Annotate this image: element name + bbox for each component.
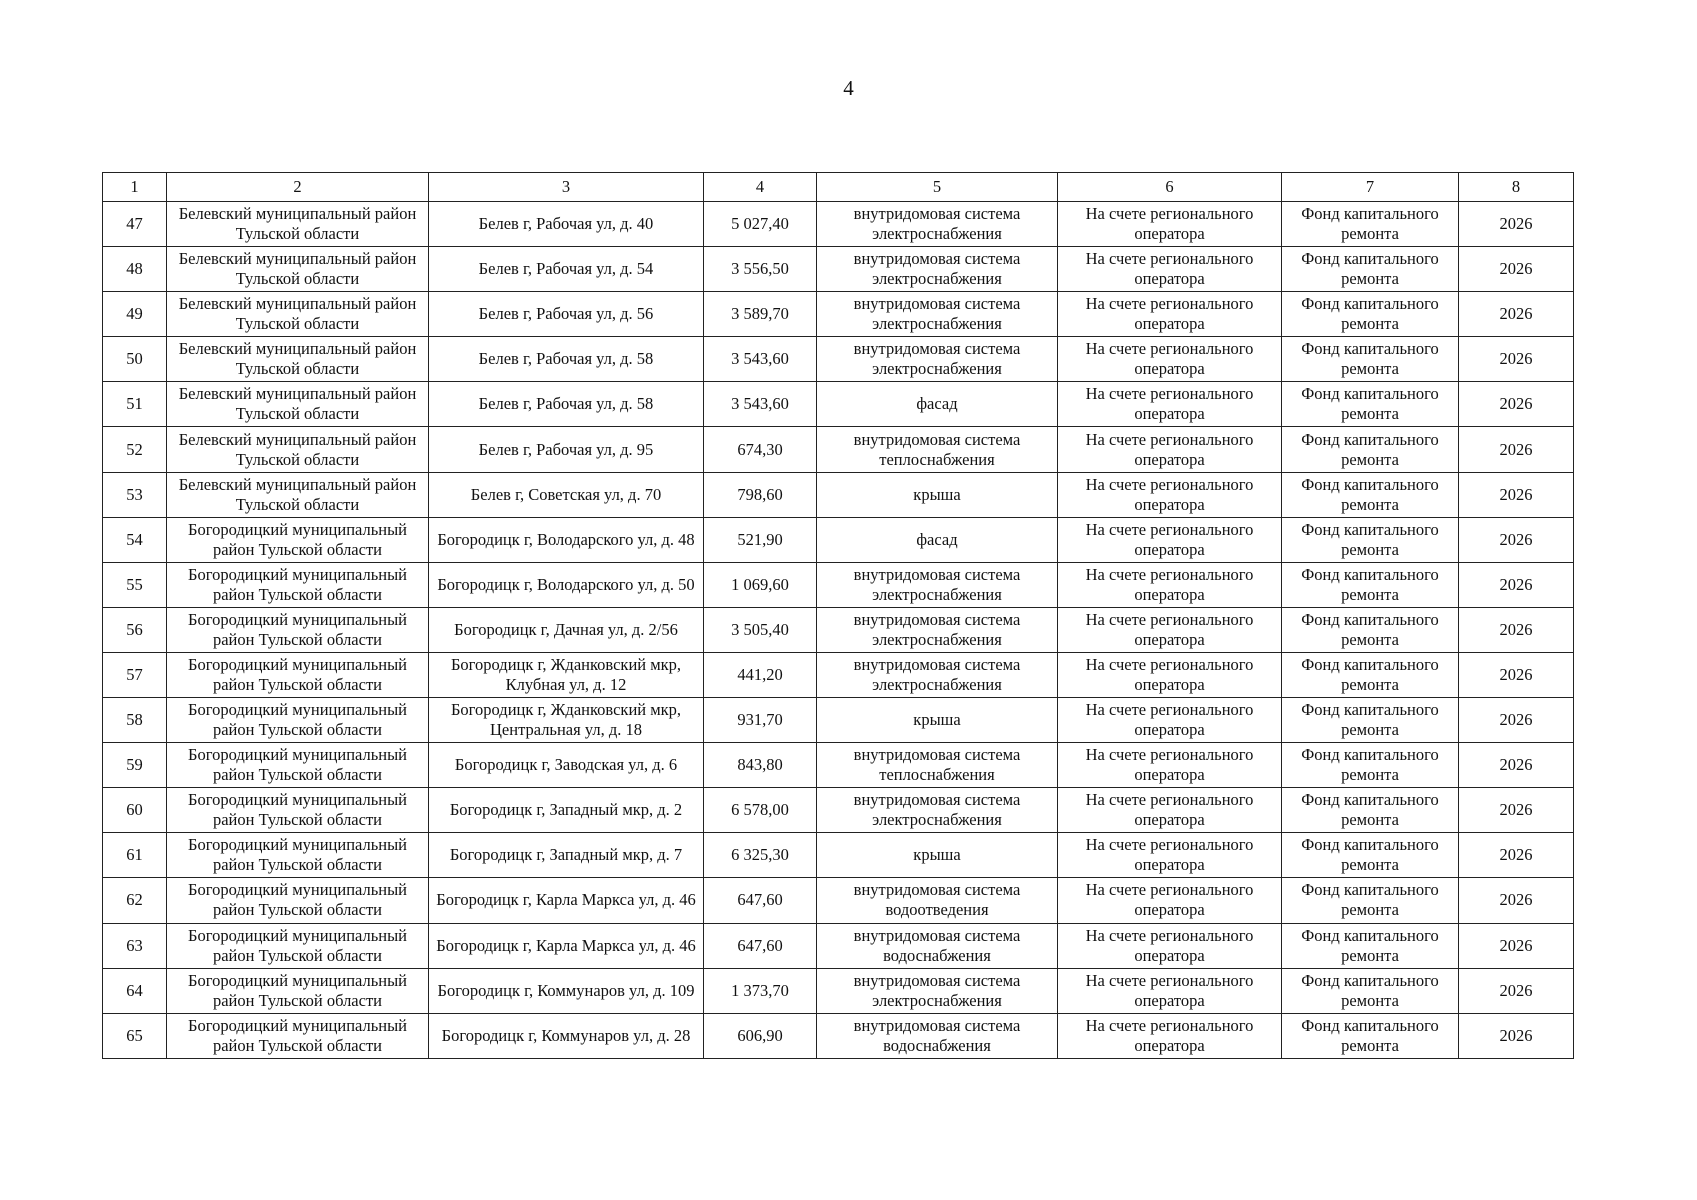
municipality-cell: Богородицкий муниципальный район Тульской области bbox=[167, 788, 429, 833]
fund-method-cell: На счете регионального оператора bbox=[1058, 517, 1282, 562]
work-type-cell: внутридомовая система электроснабжения bbox=[817, 562, 1058, 607]
row-number-cell: 49 bbox=[103, 292, 167, 337]
row-number-cell: 58 bbox=[103, 698, 167, 743]
funding-source-cell: Фонд капитального ремонта bbox=[1282, 652, 1459, 697]
column-header-address: 3 bbox=[429, 173, 704, 202]
funding-source-cell: Фонд капитального ремонта bbox=[1282, 292, 1459, 337]
area-cell: 674,30 bbox=[704, 427, 817, 472]
fund-method-cell: На счете регионального оператора bbox=[1058, 427, 1282, 472]
municipality-cell: Богородицкий муниципальный район Тульской области bbox=[167, 878, 429, 923]
municipality-cell: Богородицкий муниципальный район Тульской области bbox=[167, 652, 429, 697]
municipality-cell: Богородицкий муниципальный район Тульской области bbox=[167, 1013, 429, 1058]
fund-method-cell: На счете регионального оператора bbox=[1058, 607, 1282, 652]
area-cell: 441,20 bbox=[704, 652, 817, 697]
address-cell: Белев г, Рабочая ул, д. 40 bbox=[429, 202, 704, 247]
funding-source-cell: Фонд капитального ремонта bbox=[1282, 1013, 1459, 1058]
address-cell: Белев г, Рабочая ул, д. 56 bbox=[429, 292, 704, 337]
row-number-cell: 65 bbox=[103, 1013, 167, 1058]
funding-source-cell: Фонд капитального ремонта bbox=[1282, 607, 1459, 652]
funding-source-cell: Фонд капитального ремонта bbox=[1282, 788, 1459, 833]
work-type-cell: внутридомовая система электроснабжения bbox=[817, 292, 1058, 337]
municipality-cell: Белевский муниципальный район Тульской области bbox=[167, 292, 429, 337]
funding-source-cell: Фонд капитального ремонта bbox=[1282, 247, 1459, 292]
table-row bbox=[103, 607, 1574, 652]
row-number-cell: 52 bbox=[103, 427, 167, 472]
year-cell: 2026 bbox=[1459, 292, 1574, 337]
column-header-fund-method: 6 bbox=[1058, 173, 1282, 202]
area-cell: 1 373,70 bbox=[704, 968, 817, 1013]
row-number-cell: 54 bbox=[103, 517, 167, 562]
municipality-cell: Богородицкий муниципальный район Тульской области bbox=[167, 923, 429, 968]
municipality-cell: Белевский муниципальный район Тульской области bbox=[167, 472, 429, 517]
work-type-cell: внутридомовая система теплоснабжения bbox=[817, 743, 1058, 788]
work-type-cell: крыша bbox=[817, 698, 1058, 743]
repair-program-table bbox=[102, 172, 1574, 1059]
fund-method-cell: На счете регионального оператора bbox=[1058, 788, 1282, 833]
fund-method-cell: На счете регионального оператора bbox=[1058, 472, 1282, 517]
funding-source-cell: Фонд капитального ремонта bbox=[1282, 968, 1459, 1013]
area-cell: 6 578,00 bbox=[704, 788, 817, 833]
work-type-cell: крыша bbox=[817, 833, 1058, 878]
work-type-cell: внутридомовая система электроснабжения bbox=[817, 337, 1058, 382]
row-number-cell: 48 bbox=[103, 247, 167, 292]
year-cell: 2026 bbox=[1459, 878, 1574, 923]
work-type-cell: внутридомовая система электроснабжения bbox=[817, 788, 1058, 833]
table-row bbox=[103, 382, 1574, 427]
year-cell: 2026 bbox=[1459, 923, 1574, 968]
year-cell: 2026 bbox=[1459, 1013, 1574, 1058]
work-type-cell: крыша bbox=[817, 472, 1058, 517]
address-cell: Богородицк г, Заводская ул, д. 6 bbox=[429, 743, 704, 788]
funding-source-cell: Фонд капитального ремонта bbox=[1282, 743, 1459, 788]
work-type-cell: внутридомовая система электроснабжения bbox=[817, 607, 1058, 652]
area-cell: 521,90 bbox=[704, 517, 817, 562]
area-cell: 3 589,70 bbox=[704, 292, 817, 337]
fund-method-cell: На счете регионального оператора bbox=[1058, 743, 1282, 788]
row-number-cell: 63 bbox=[103, 923, 167, 968]
year-cell: 2026 bbox=[1459, 968, 1574, 1013]
row-number-cell: 60 bbox=[103, 788, 167, 833]
fund-method-cell: На счете регионального оператора bbox=[1058, 292, 1282, 337]
table-row bbox=[103, 652, 1574, 697]
address-cell: Богородицк г, Коммунаров ул, д. 109 bbox=[429, 968, 704, 1013]
year-cell: 2026 bbox=[1459, 382, 1574, 427]
year-cell: 2026 bbox=[1459, 472, 1574, 517]
fund-method-cell: На счете регионального оператора bbox=[1058, 1013, 1282, 1058]
column-header-funding-source: 7 bbox=[1282, 173, 1459, 202]
work-type-cell: фасад bbox=[817, 382, 1058, 427]
address-cell: Богородицк г, Дачная ул, д. 2/56 bbox=[429, 607, 704, 652]
work-type-cell: внутридомовая система теплоснабжения bbox=[817, 427, 1058, 472]
funding-source-cell: Фонд капитального ремонта bbox=[1282, 337, 1459, 382]
fund-method-cell: На счете регионального оператора bbox=[1058, 202, 1282, 247]
fund-method-cell: На счете регионального оператора bbox=[1058, 562, 1282, 607]
table-row bbox=[103, 427, 1574, 472]
address-cell: Белев г, Советская ул, д. 70 bbox=[429, 472, 704, 517]
funding-source-cell: Фонд капитального ремонта bbox=[1282, 562, 1459, 607]
funding-source-cell: Фонд капитального ремонта bbox=[1282, 923, 1459, 968]
area-cell: 647,60 bbox=[704, 923, 817, 968]
address-cell: Богородицк г, Западный мкр, д. 7 bbox=[429, 833, 704, 878]
table-row bbox=[103, 743, 1574, 788]
funding-source-cell: Фонд капитального ремонта bbox=[1282, 382, 1459, 427]
work-type-cell: внутридомовая система водоснабжения bbox=[817, 1013, 1058, 1058]
address-cell: Белев г, Рабочая ул, д. 58 bbox=[429, 382, 704, 427]
year-cell: 2026 bbox=[1459, 337, 1574, 382]
area-cell: 647,60 bbox=[704, 878, 817, 923]
funding-source-cell: Фонд капитального ремонта bbox=[1282, 472, 1459, 517]
column-header-area: 4 bbox=[704, 173, 817, 202]
fund-method-cell: На счете регионального оператора bbox=[1058, 652, 1282, 697]
work-type-cell: внутридомовая система электроснабжения bbox=[817, 652, 1058, 697]
area-cell: 3 543,60 bbox=[704, 382, 817, 427]
row-number-cell: 64 bbox=[103, 968, 167, 1013]
funding-source-cell: Фонд капитального ремонта bbox=[1282, 698, 1459, 743]
row-number-cell: 55 bbox=[103, 562, 167, 607]
work-type-cell: внутридомовая система электроснабжения bbox=[817, 202, 1058, 247]
work-type-cell: фасад bbox=[817, 517, 1058, 562]
row-number-cell: 47 bbox=[103, 202, 167, 247]
year-cell: 2026 bbox=[1459, 202, 1574, 247]
municipality-cell: Богородицкий муниципальный район Тульской области bbox=[167, 607, 429, 652]
table-row bbox=[103, 472, 1574, 517]
address-cell: Белев г, Рабочая ул, д. 58 bbox=[429, 337, 704, 382]
municipality-cell: Белевский муниципальный район Тульской области bbox=[167, 427, 429, 472]
funding-source-cell: Фонд капитального ремонта bbox=[1282, 878, 1459, 923]
year-cell: 2026 bbox=[1459, 788, 1574, 833]
municipality-cell: Богородицкий муниципальный район Тульской области bbox=[167, 698, 429, 743]
funding-source-cell: Фонд капитального ремонта bbox=[1282, 427, 1459, 472]
row-number-cell: 61 bbox=[103, 833, 167, 878]
year-cell: 2026 bbox=[1459, 743, 1574, 788]
table-row bbox=[103, 833, 1574, 878]
fund-method-cell: На счете регионального оператора bbox=[1058, 833, 1282, 878]
table-body bbox=[103, 202, 1574, 1059]
year-cell: 2026 bbox=[1459, 652, 1574, 697]
table-row bbox=[103, 202, 1574, 247]
address-cell: Богородицк г, Жданковский мкр, Клубная ул, д. 12 bbox=[429, 652, 704, 697]
fund-method-cell: На счете регионального оператора bbox=[1058, 878, 1282, 923]
municipality-cell: Богородицкий муниципальный район Тульской области bbox=[167, 562, 429, 607]
fund-method-cell: На счете регионального оператора bbox=[1058, 698, 1282, 743]
row-number-cell: 62 bbox=[103, 878, 167, 923]
table-row bbox=[103, 562, 1574, 607]
address-cell: Богородицк г, Карла Маркса ул, д. 46 bbox=[429, 878, 704, 923]
page-number: 4 bbox=[843, 76, 854, 100]
area-cell: 606,90 bbox=[704, 1013, 817, 1058]
funding-source-cell: Фонд капитального ремонта bbox=[1282, 202, 1459, 247]
row-number-cell: 57 bbox=[103, 652, 167, 697]
address-cell: Белев г, Рабочая ул, д. 95 bbox=[429, 427, 704, 472]
table-row bbox=[103, 247, 1574, 292]
header-row bbox=[103, 173, 1574, 202]
work-type-cell: внутридомовая система водоотведения bbox=[817, 878, 1058, 923]
column-header-municipality: 2 bbox=[167, 173, 429, 202]
row-number-cell: 53 bbox=[103, 472, 167, 517]
municipality-cell: Богородицкий муниципальный район Тульской области bbox=[167, 517, 429, 562]
year-cell: 2026 bbox=[1459, 698, 1574, 743]
municipality-cell: Богородицкий муниципальный район Тульской области bbox=[167, 833, 429, 878]
funding-source-cell: Фонд капитального ремонта bbox=[1282, 517, 1459, 562]
area-cell: 3 556,50 bbox=[704, 247, 817, 292]
year-cell: 2026 bbox=[1459, 247, 1574, 292]
fund-method-cell: На счете регионального оператора bbox=[1058, 968, 1282, 1013]
table-row bbox=[103, 878, 1574, 923]
fund-method-cell: На счете регионального оператора bbox=[1058, 247, 1282, 292]
area-cell: 3 543,60 bbox=[704, 337, 817, 382]
fund-method-cell: На счете регионального оператора bbox=[1058, 382, 1282, 427]
address-cell: Богородицк г, Володарского ул, д. 48 bbox=[429, 517, 704, 562]
year-cell: 2026 bbox=[1459, 562, 1574, 607]
row-number-cell: 56 bbox=[103, 607, 167, 652]
work-type-cell: внутридомовая система электроснабжения bbox=[817, 247, 1058, 292]
funding-source-cell: Фонд капитального ремонта bbox=[1282, 833, 1459, 878]
work-type-cell: внутридомовая система водоснабжения bbox=[817, 923, 1058, 968]
table-row bbox=[103, 292, 1574, 337]
municipality-cell: Богородицкий муниципальный район Тульской области bbox=[167, 968, 429, 1013]
area-cell: 843,80 bbox=[704, 743, 817, 788]
area-cell: 798,60 bbox=[704, 472, 817, 517]
fund-method-cell: На счете регионального оператора bbox=[1058, 337, 1282, 382]
address-cell: Богородицк г, Жданковский мкр, Центральная ул, д. 18 bbox=[429, 698, 704, 743]
address-cell: Богородицк г, Карла Маркса ул, д. 46 bbox=[429, 923, 704, 968]
work-type-cell: внутридомовая система электроснабжения bbox=[817, 968, 1058, 1013]
table-row bbox=[103, 517, 1574, 562]
row-number-cell: 50 bbox=[103, 337, 167, 382]
municipality-cell: Белевский муниципальный район Тульской области bbox=[167, 202, 429, 247]
table-row bbox=[103, 698, 1574, 743]
address-cell: Богородицк г, Западный мкр, д. 2 bbox=[429, 788, 704, 833]
row-number-cell: 51 bbox=[103, 382, 167, 427]
column-header-number: 1 bbox=[103, 173, 167, 202]
address-cell: Богородицк г, Володарского ул, д. 50 bbox=[429, 562, 704, 607]
area-cell: 6 325,30 bbox=[704, 833, 817, 878]
area-cell: 1 069,60 bbox=[704, 562, 817, 607]
year-cell: 2026 bbox=[1459, 517, 1574, 562]
municipality-cell: Белевский муниципальный район Тульской области bbox=[167, 382, 429, 427]
address-cell: Богородицк г, Коммунаров ул, д. 28 bbox=[429, 1013, 704, 1058]
year-cell: 2026 bbox=[1459, 607, 1574, 652]
row-number-cell: 59 bbox=[103, 743, 167, 788]
area-cell: 5 027,40 bbox=[704, 202, 817, 247]
table-row bbox=[103, 1013, 1574, 1058]
municipality-cell: Богородицкий муниципальный район Тульской области bbox=[167, 743, 429, 788]
table-row bbox=[103, 968, 1574, 1013]
area-cell: 931,70 bbox=[704, 698, 817, 743]
address-cell: Белев г, Рабочая ул, д. 54 bbox=[429, 247, 704, 292]
year-cell: 2026 bbox=[1459, 833, 1574, 878]
area-cell: 3 505,40 bbox=[704, 607, 817, 652]
column-header-year: 8 bbox=[1459, 173, 1574, 202]
municipality-cell: Белевский муниципальный район Тульской области bbox=[167, 337, 429, 382]
column-header-work-type: 5 bbox=[817, 173, 1058, 202]
table-row bbox=[103, 788, 1574, 833]
municipality-cell: Белевский муниципальный район Тульской области bbox=[167, 247, 429, 292]
table-row bbox=[103, 337, 1574, 382]
fund-method-cell: На счете регионального оператора bbox=[1058, 923, 1282, 968]
year-cell: 2026 bbox=[1459, 427, 1574, 472]
table-row bbox=[103, 923, 1574, 968]
